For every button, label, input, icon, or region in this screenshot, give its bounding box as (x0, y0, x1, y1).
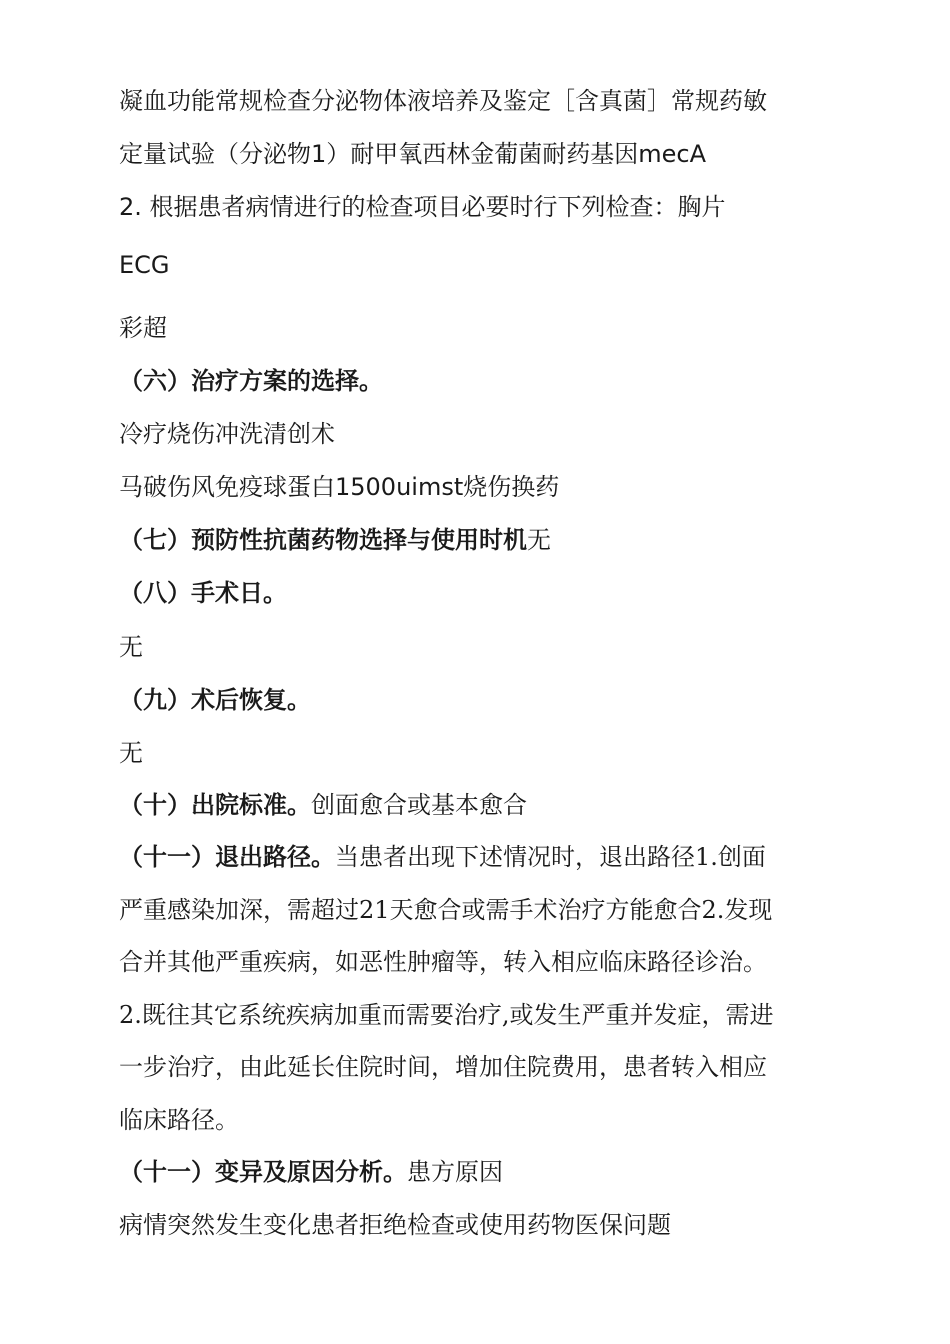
section-11-text: 当患者出现下述情况时，退出路径1.创面 (335, 843, 766, 871)
section-10-text: 创面愈合或基本愈合 (311, 791, 527, 819)
section-6-line-2: 马破伤风免疫球蛋白1500uimst烧伤换药 (119, 473, 560, 501)
section-12-line-1: 病情突然发生变化患者拒绝检查或使用药物医保问题 (119, 1211, 671, 1239)
text-line-color-ultrasound: 彩超 (119, 314, 167, 342)
section-11-line-2: 合并其他严重疾病，如恶性肿瘤等，转入相应临床路径诊治。 (119, 948, 767, 976)
section-9-text: 无 (119, 739, 143, 767)
section-10-row (119, 788, 527, 823)
section-12-text: 患方原因 (407, 1158, 503, 1186)
section-11-line-4: 一步治疗，由此延长住院时间，增加住院费用，患者转入相应 (119, 1053, 767, 1081)
section-11-line-5: 临床路径。 (119, 1106, 239, 1134)
section-11-line-1: 严重感染加深，需超过21天愈合或需手术治疗方能愈合2.发现 (119, 896, 773, 924)
section-6-line-1: 冷疗烧伤冲洗清创术 (119, 420, 335, 448)
section-7-text: 无 (527, 526, 551, 554)
text-line-2: 定量试验（分泌物1）耐甲氧西林金葡菌耐药基因mecA (119, 140, 707, 168)
section-11-row (119, 840, 766, 875)
section-11-heading: （十一）退出路径。 (119, 843, 335, 871)
text-line-1: 凝血功能常规检查分泌物体液培养及鉴定［含真菌］常规药敏 (119, 87, 767, 115)
section-11-line-3: 2.既往其它系统疾病加重而需要治疗,或发生严重并发症，需进 (119, 1001, 774, 1029)
section-7-row (119, 523, 551, 558)
section-8-text: 无 (119, 633, 143, 661)
section-8-heading: （八）手术日。 (119, 579, 287, 607)
section-6-heading: （六）治疗方案的选择。 (119, 367, 383, 395)
section-12-row (119, 1155, 503, 1190)
section-7-heading: （七）预防性抗菌药物选择与使用时机 (119, 526, 527, 554)
section-12-heading: （十一）变异及原因分析。 (119, 1158, 407, 1186)
text-line-3: 2. 根据患者病情进行的检查项目必要时行下列检查：胸片 (119, 193, 726, 221)
text-line-ecg: ECG (119, 251, 170, 279)
section-9-heading: （九）术后恢复。 (119, 686, 311, 714)
section-10-heading: （十）出院标准。 (119, 791, 311, 819)
